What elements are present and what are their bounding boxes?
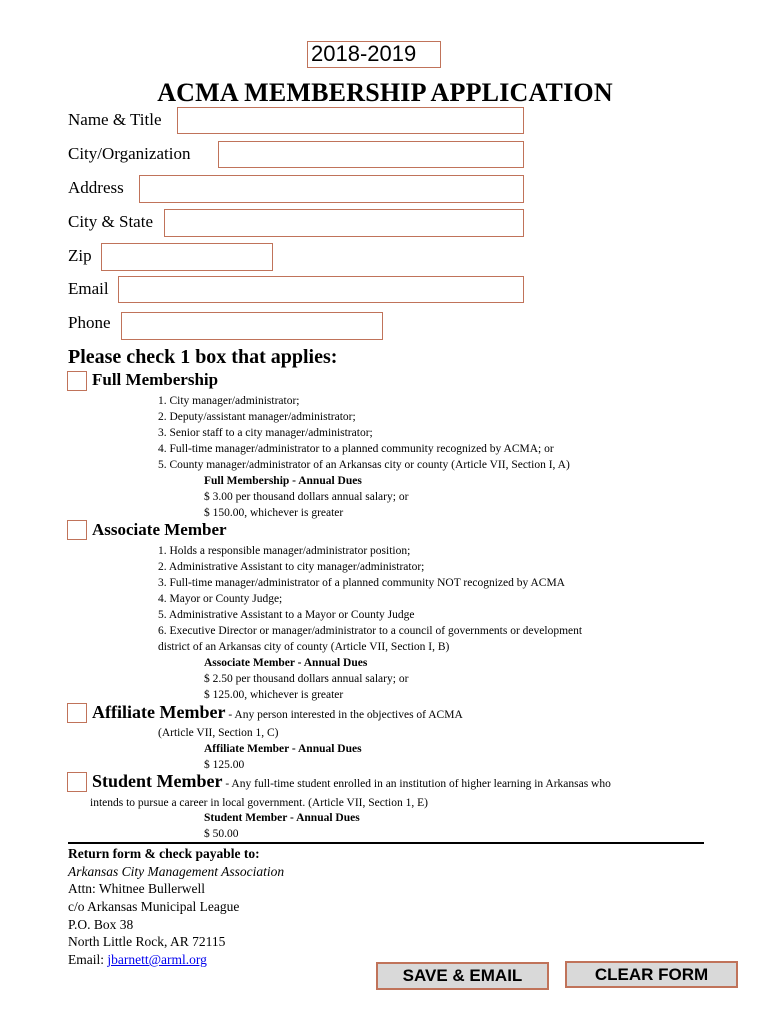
affiliate-dues-title: Affiliate Member - Annual Dues (204, 743, 362, 755)
email-label: Email (68, 279, 109, 298)
city-org-label: City/Organization (68, 144, 191, 163)
return-city: North Little Rock, AR 72115 (68, 934, 226, 949)
address-label: Address (68, 178, 124, 197)
affiliate-member-desc: - Any person interested in the objectives of ACMA (225, 709, 463, 721)
list-item: 5. County manager/administrator of an Arkansas city or county (Article VII, Section I, A) (158, 459, 570, 471)
list-item: 2. Deputy/assistant manager/administrator; (158, 411, 356, 423)
page-title: ACMA MEMBERSHIP APPLICATION (157, 78, 613, 107)
student-member-row (92, 771, 611, 792)
list-item: 1. Holds a responsible manager/administrator position; (158, 545, 411, 557)
associate-member-checkbox[interactable] (67, 520, 87, 540)
list-item: 4. Mayor or County Judge; (158, 593, 283, 605)
list-item: 5. Administrative Assistant to a Mayor or County Judge (158, 609, 415, 621)
affiliate-dues-line: $ 125.00 (204, 759, 245, 771)
return-attn: Attn: Whitnee Bullerwell (68, 881, 205, 896)
associate-dues-line: $ 125.00, whichever is greater (204, 689, 344, 701)
address-input[interactable] (139, 175, 524, 203)
check-prompt: Please check 1 box that applies: (68, 346, 338, 368)
phone-input[interactable] (121, 312, 383, 340)
full-dues-title: Full Membership - Annual Dues (204, 475, 362, 487)
divider (68, 842, 704, 844)
name-title-label: Name & Title (68, 110, 162, 129)
student-member-checkbox[interactable] (67, 772, 87, 792)
full-membership-checkbox[interactable] (67, 371, 87, 391)
associate-member-label: Associate Member (92, 520, 227, 539)
affiliate-member-label: Affiliate Member (92, 702, 226, 722)
full-dues-line: $ 150.00, whichever is greater (204, 507, 344, 519)
return-email-label: Email: (68, 952, 108, 967)
city-state-input[interactable] (164, 209, 524, 237)
name-title-input[interactable] (177, 107, 524, 134)
list-item: 4. Full-time manager/administrator to a planned community recognized by ACMA; or (158, 443, 554, 455)
email-input[interactable] (118, 276, 524, 303)
year-field[interactable]: 2018-2019 (307, 41, 441, 68)
phone-label: Phone (68, 313, 111, 332)
save-email-button[interactable]: SAVE & EMAIL (376, 962, 549, 990)
student-desc-continued: intends to pursue a career in local government. (Article VII, Section 1, E) (90, 797, 428, 809)
student-member-label: Student Member (92, 771, 223, 791)
return-email-link[interactable]: jbarnett@arml.org (107, 952, 207, 967)
student-dues-title: Student Member - Annual Dues (204, 812, 360, 824)
city-org-input[interactable] (218, 141, 524, 168)
return-org: Arkansas City Management Association (68, 864, 285, 879)
zip-input[interactable] (101, 243, 273, 271)
affiliate-member-checkbox[interactable] (67, 703, 87, 723)
list-item: 6. Executive Director or manager/administrator to a council of governments or development (158, 625, 583, 637)
return-box: P.O. Box 38 (68, 917, 134, 932)
student-dues-line: $ 50.00 (204, 828, 239, 840)
associate-dues-line: $ 2.50 per thousand dollars annual salary; or (204, 673, 409, 685)
list-item: 1. City manager/administrator; (158, 395, 300, 407)
full-dues-line: $ 3.00 per thousand dollars annual salary; or (204, 491, 409, 503)
associate-dues-title: Associate Member - Annual Dues (204, 657, 368, 669)
full-membership-label: Full Membership (92, 370, 219, 389)
return-co: c/o Arkansas Municipal League (68, 899, 240, 914)
list-item: 3. Full-time manager/administrator of a planned community NOT recognized by ACMA (158, 577, 565, 589)
zip-label: Zip (68, 246, 92, 265)
list-item-continued: district of an Arkansas city of county (Article VII, Section I, B) (158, 641, 450, 653)
student-member-desc: - Any full-time student enrolled in an institution of higher learning in Arkansas who (222, 778, 611, 790)
affiliate-desc-continued: (Article VII, Section 1, C) (158, 727, 279, 739)
return-email-row (68, 951, 207, 969)
city-state-label: City & State (68, 212, 153, 231)
list-item: 3. Senior staff to a city manager/administrator; (158, 427, 373, 439)
list-item: 2. Administrative Assistant to city manager/administrator; (158, 561, 425, 573)
affiliate-member-row (92, 702, 463, 723)
return-heading: Return form & check payable to: (68, 846, 260, 861)
clear-form-button[interactable]: CLEAR FORM (565, 961, 738, 988)
